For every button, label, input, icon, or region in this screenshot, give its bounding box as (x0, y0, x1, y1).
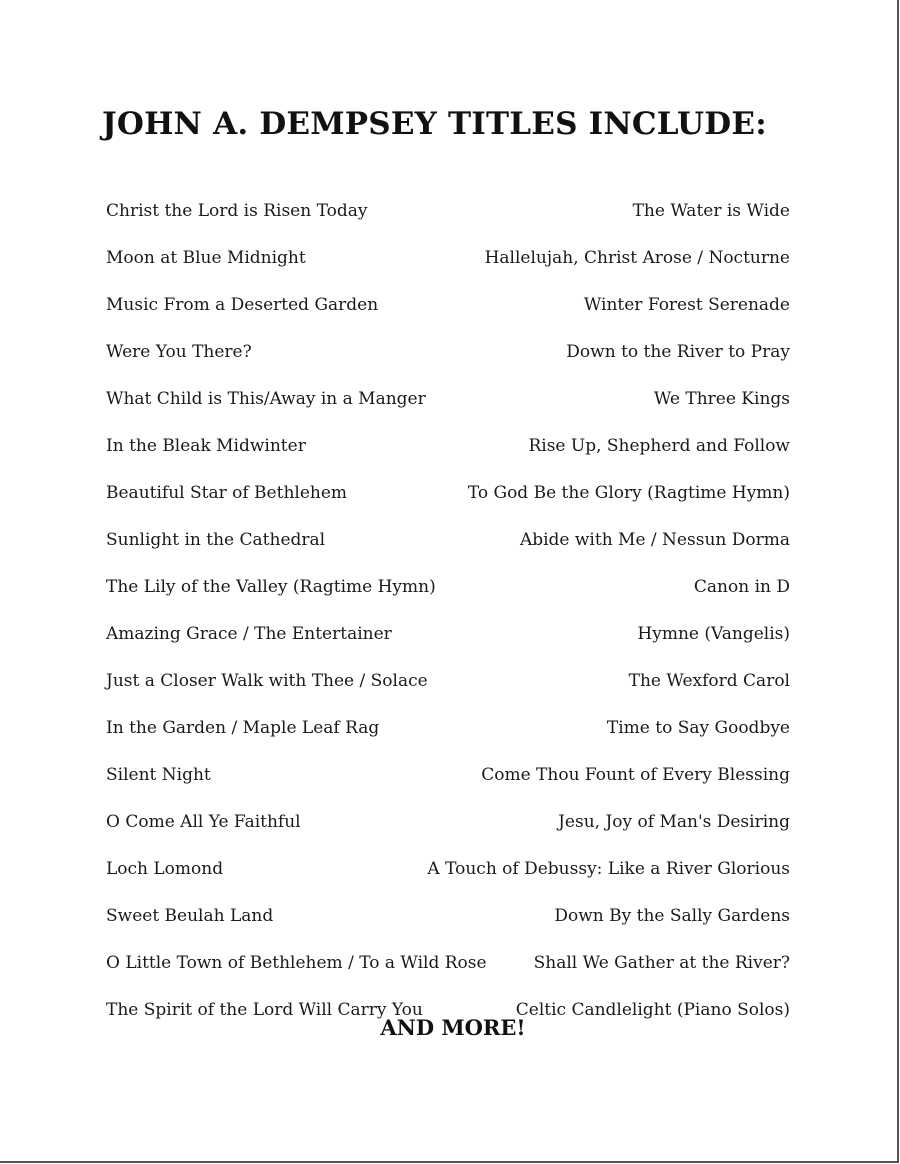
title-right: Shall We Gather at the River? (533, 952, 790, 973)
titles-list (106, 187, 790, 1033)
title-left: Sunlight in the Cathedral (106, 529, 326, 550)
title-right: Down to the River to Pray (566, 341, 790, 362)
title-left: Moon at Blue Midnight (106, 247, 306, 268)
title-left: O Come All Ye Faithful (106, 811, 301, 832)
title-right: The Wexford Carol (628, 670, 790, 691)
title-right: Celtic Candlelight (Piano Solos) (515, 999, 790, 1020)
title-left: Loch Lomond (106, 858, 224, 879)
title-right: Hallelujah, Christ Arose / Nocturne (484, 247, 790, 268)
title-row (106, 704, 790, 751)
title-right: Hymne (Vangelis) (637, 623, 790, 644)
title-right: Rise Up, Shepherd and Follow (528, 435, 790, 456)
title-right: Jesu, Joy of Man's Desiring (558, 811, 790, 832)
title-row (106, 610, 790, 657)
title-left: In the Garden / Maple Leaf Rag (106, 717, 380, 738)
title-left: The Lily of the Valley (Ragtime Hymn) (106, 576, 436, 597)
title-row (106, 328, 790, 375)
title-right: The Water is Wide (632, 200, 790, 221)
page-heading: JOHN A. DEMPSEY TITLES INCLUDE: (102, 106, 767, 142)
title-left: O Little Town of Bethlehem / To a Wild Rose (106, 952, 487, 973)
title-row (106, 469, 790, 516)
title-row (106, 422, 790, 469)
title-row (106, 375, 790, 422)
title-left: Were You There? (106, 341, 252, 362)
title-row (106, 657, 790, 704)
title-row (106, 187, 790, 234)
title-right: To God Be the Glory (Ragtime Hymn) (467, 482, 790, 503)
title-right: A Touch of Debussy: Like a River Glorious (427, 858, 790, 879)
title-right: Time to Say Goodbye (606, 717, 790, 738)
title-row (106, 939, 790, 986)
title-row (106, 845, 790, 892)
title-left: Amazing Grace / The Entertainer (106, 623, 392, 644)
title-left: Silent Night (106, 764, 211, 785)
title-left: The Spirit of the Lord Will Carry You (106, 999, 423, 1020)
title-row (106, 234, 790, 281)
title-row (106, 563, 790, 610)
title-right: Winter Forest Serenade (583, 294, 790, 315)
title-right: Down By the Sally Gardens (554, 905, 790, 926)
title-row (106, 892, 790, 939)
title-row (106, 798, 790, 845)
title-right: Come Thou Fount of Every Blessing (481, 764, 790, 785)
title-row (106, 516, 790, 563)
title-left: Beautiful Star of Bethlehem (106, 482, 348, 503)
title-left: Christ the Lord is Risen Today (106, 200, 368, 221)
and-more-text: AND MORE! (380, 1015, 526, 1040)
title-right: Canon in D (693, 576, 790, 597)
title-left: What Child is This/Away in a Manger (106, 388, 426, 409)
title-left: In the Bleak Midwinter (106, 435, 306, 456)
title-row (106, 281, 790, 328)
title-left: Sweet Beulah Land (106, 905, 274, 926)
title-row (106, 751, 790, 798)
title-left: Music From a Deserted Garden (106, 294, 379, 315)
title-left: Just a Closer Walk with Thee / Solace (106, 670, 428, 691)
title-right: Abide with Me / Nessun Dorma (519, 529, 790, 550)
title-right: We Three Kings (653, 388, 790, 409)
